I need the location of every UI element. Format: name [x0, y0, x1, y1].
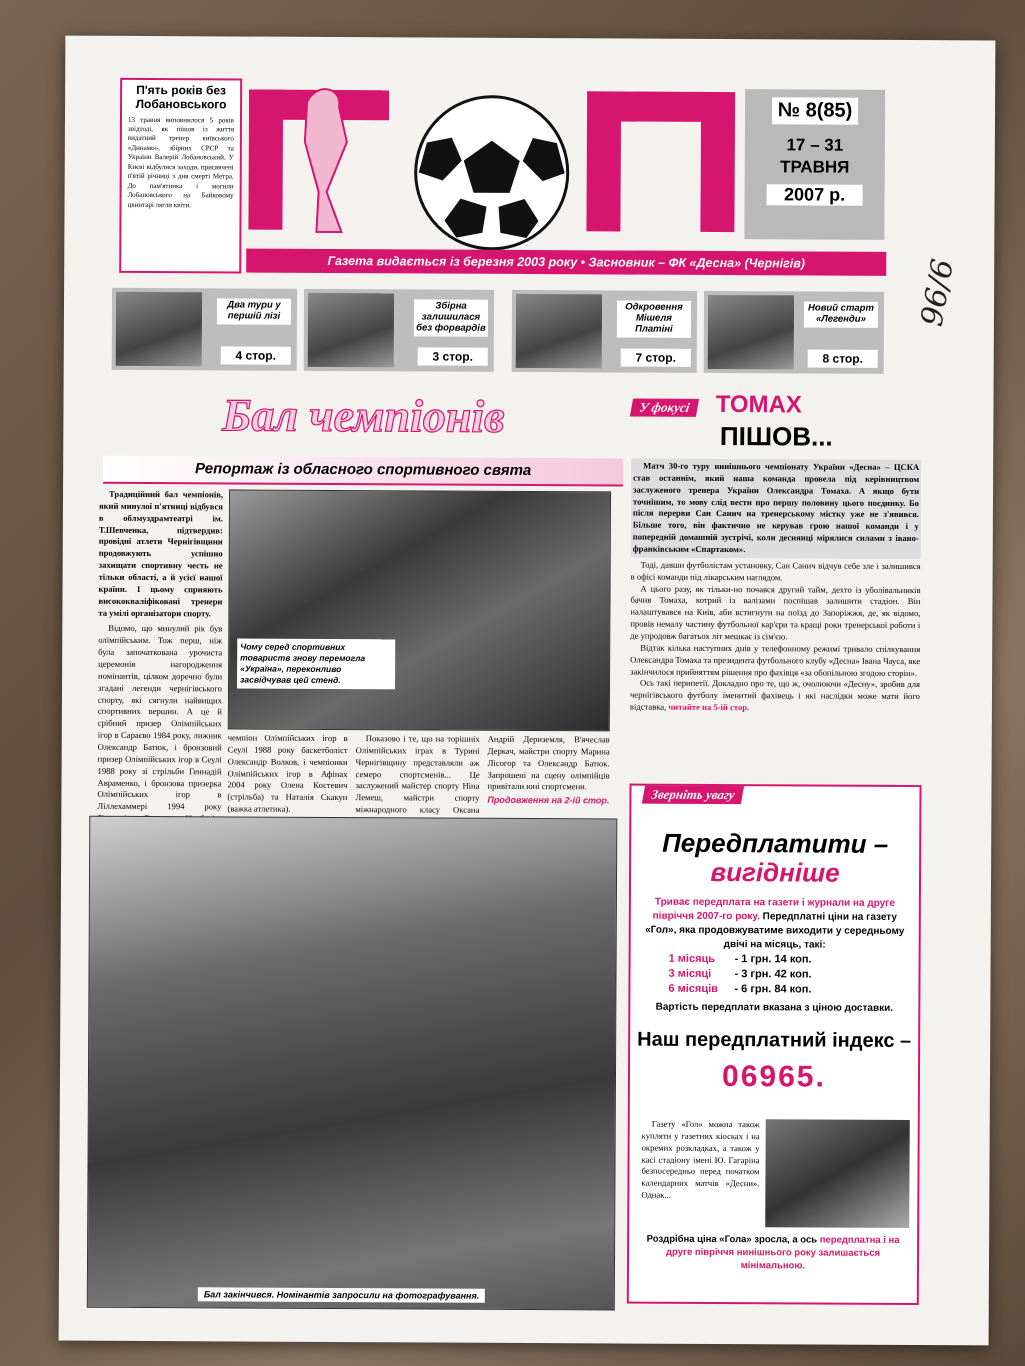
continued-link[interactable]: Продовження на 2-ій стор. [487, 795, 610, 806]
subscription-note: Вартість передплати вказана з ціною доставки. [655, 1001, 894, 1014]
focus-header [631, 391, 921, 454]
focus-paragraph: Тоді, давши футболістам установку, Сан Санич відчув себе зле і залишився в офісі команди під лікарським наглядом. [630, 559, 921, 583]
subscription-index-label: Наш передплатний індекс – [637, 1028, 912, 1052]
subscription-title-2: вигідніше [710, 856, 840, 888]
promo-1[interactable] [112, 288, 297, 371]
gol-logo [246, 82, 747, 253]
promo-page: 4 стор. [221, 346, 291, 364]
kiosk-text: Газету «Гол» можна також купляти у газетних кіосках і на окремих розкладках, а також у касі стадіону імені Ю. Гагаріна безпосередньо перед початком календарних матчів «Десни». Однак... [641, 1118, 760, 1200]
subscription-final [639, 1234, 907, 1274]
issue-box [744, 89, 885, 240]
issue-month: ТРАВНЯ [780, 157, 850, 177]
promo-caption: Два тури у першій лізі [217, 298, 291, 324]
promo-page: 3 стор. [418, 347, 488, 365]
article-lead: Традиційний бал чемпіонів, який минулої п'ятниці відбувся в облмуздрамтеатрі ім. Т.Шевченка, підтвердив: провідні атлети Чернігівщини продовжують успішно захищати спортивну честь не тільки області, а й усієї нашої країни. І цьому сприяють висококваліфіковані тренери та умілі організатори спорту. [98, 488, 224, 618]
issue-number: № 8(85) [772, 97, 858, 124]
promo-photo [308, 293, 394, 367]
article-column-4 [487, 734, 609, 806]
promo-photo [708, 295, 794, 369]
subscription-index-number: 06965. [722, 1059, 826, 1094]
focus-tag: У фокусі [630, 399, 699, 417]
price-period: 6 місяців [668, 982, 718, 995]
focus-lead: Матч 30-го туру нинішнього чемпіонату України «Десна» – ЦСКА став останнім, який наша команда провела під керівництвом заслуженого тренера України Олександра Томаха. А якщо бути точнішим, то мову слід вести про першу половину цього поєдинку. Бо після перерви Сан Санич на тренерському містку уже не з'явився. Більше того, він фактично не керував грою нашої команди і у попередній домашній зустрічі, коли деснянці мірялися силами з івано-франківським «Спартаком». [631, 459, 922, 559]
price-period: 1 місяць [668, 952, 716, 965]
logo-letter-l [586, 91, 735, 232]
article-paragraph: Відомо, що минулий рік був олімпійським. Тож перш, ніж була започаткована урочиста церемонія нагородження номінантів, цілком доречно були згадані легенди чернігівського спорту, які сягнули найвищих спортивних вершин. А це й срібний призер Олімпійських ігор в Сараєво 1984 року, лижник Олександр Батюк, і бронзовий призер Олімпійських ігор в Сеулі 1988 року зі стрільби Геннадій Авраменко, і бронзова призерка Олімпійських ігор в Ліллехаммері 1994 року [97, 623, 223, 812]
price-row [630, 981, 918, 997]
promo-page: 7 стор. [621, 348, 691, 366]
subscription-title-1: Передплатити – [662, 827, 889, 859]
price-period: 3 місяці [668, 967, 712, 980]
sidebar-note-text: 13 травня виповнилося 5 років звідтоді, як пішов із життя видатний тренер київського «Динамо», збірних СРСР та України Валерій Лобановський. У Києві відбулися заходи, присвячені п'ятій річниці з дня смерті Метра. До пам'ятника і могили Лобановського на Байковому цвинтарі лягли квіти. [127, 115, 235, 209]
promo-page: 8 стор. [808, 349, 878, 367]
price-value: - 1 грн. 14 коп. [734, 953, 812, 966]
masthead-strip: Газета видається із березня 2003 року • Засновник – ФК «Десна» (Чернігів) [246, 249, 886, 276]
focus-page-link[interactable]: читайте на 5-ій стор. [668, 701, 750, 713]
photo-caption: Бал закінчився. Номінантів запросили на фотографування. [198, 1287, 486, 1303]
logo-letter-g-stem [248, 90, 283, 230]
promo-3[interactable] [512, 290, 697, 373]
promo-caption: Одкровення Мішеля Платіні [617, 300, 691, 337]
price-value: - 6 грн. 84 коп. [734, 982, 812, 996]
sidebar-note-title: П'ять років без Лобановського [135, 82, 227, 112]
article-column-3: Показово і те, що на торішніх Олімпійських іграх в Турині Чернігівщину представляли аж семеро спортсменів... Це заслужений майстер спорту Ніна Лемеш, майстри спорту міжнародного класу Оксана [355, 733, 480, 815]
promo-photo [516, 294, 602, 368]
article-column-4-text: Андрій Дериземля, В'ячеслав Деркач, майстри спорту Марина Лісогор та Олександр Батюк. Запрошені на сцену олімпійців привітали юні спортсмени. [487, 733, 610, 792]
issue-year: 2007 р. [767, 184, 863, 206]
trophy-stand-photo [228, 489, 611, 731]
focus-paragraph: Відтак кілька наступних днів у телефонному режимі тривало спілкування Олександра Томаха та президента футбольного клубу «Десна» Івана Чауса, яке закінчилося прийняттям рішення про фахівця «за обопільною згодою сторін». [630, 642, 921, 678]
photo-caption: Чому серед спортивних товариств знову перемогла «Україна», переконливо засвідчував цей стенд. [237, 638, 395, 689]
promo-4[interactable] [704, 291, 884, 374]
player-silhouette-icon [304, 89, 347, 232]
subscription-final-text: Роздрібна ціна «Гола» зросла, а ось [646, 1233, 818, 1246]
handwritten-note: 96/6 [914, 256, 962, 329]
fans-photo [765, 1119, 910, 1228]
subscription-final-pink: передплатна і на друге півріччя нинішнього року залишається мінімальною. [665, 1234, 900, 1272]
article-column-1 [97, 489, 223, 826]
sidebar-note [119, 78, 242, 274]
subscription-lead-pink: Триває передплата на газети і журнали на друге півріччя 2007-го року. [652, 896, 895, 923]
promo-caption: Новий старт «Легенди» [804, 301, 878, 327]
price-row [630, 966, 918, 982]
main-subhead: Репортаж із обласного спортивного свята [103, 456, 623, 487]
focus-title-2: ПІШОВ... [719, 421, 833, 452]
focus-title-1: ТОМАХ [715, 390, 802, 419]
newspaper-page [59, 36, 996, 1346]
focus-paragraph: Ось такі перипетії. Докладно про те, що ж, очолюючи «Десну», зробив для чернігівського футболу іменитий фахівець і які наслідки може мати його відставка, [629, 678, 921, 712]
focus-article [630, 459, 921, 716]
issue-days: 17 – 31 [786, 135, 844, 155]
focus-paragraph: А цього разу, як тільки-но почався другий тайм, дехто із уболівальників бачив Томаха, котрий із валізами поспішав залишити стадіон. Він налаштувався на Київ, аби встигнути на поїзд до Запоріжжя, де, як відомо, провів немалу частину футбольної кар'єри та кращі роки тренерської роботи і де упродовж багатьох літ мешкає із сім'єю. [630, 583, 921, 642]
subscription-box [627, 784, 922, 1306]
promo-2[interactable] [304, 289, 494, 372]
issue-dates [745, 134, 885, 179]
price-row [631, 952, 919, 968]
promo-photo [116, 292, 202, 366]
subscription-lead-text: Передплатні ціни на газету «Гол», яка продовжуватиме виходити у середньому двічі на місяць, такі: [645, 911, 905, 951]
price-value: - 3 грн. 42 коп. [734, 967, 812, 981]
promo-caption: Збірна залишилася без форвардів [414, 299, 488, 336]
subscription-lead [631, 896, 919, 954]
subscription-tag: Зверніть увагу [642, 786, 745, 805]
group-photo [87, 816, 618, 1311]
main-headline: Бал чемпіонів [222, 389, 505, 442]
article-column-2: чемпіон Олімпійських ігор в Сеулі 1988 року баскетболіст Олександр Волков, і чемпіонки Олімпійських ігор в Афінах 2004 року Олена Костевич (стрільба) та Наталія Скакун (важка атлетика). [227, 732, 348, 814]
